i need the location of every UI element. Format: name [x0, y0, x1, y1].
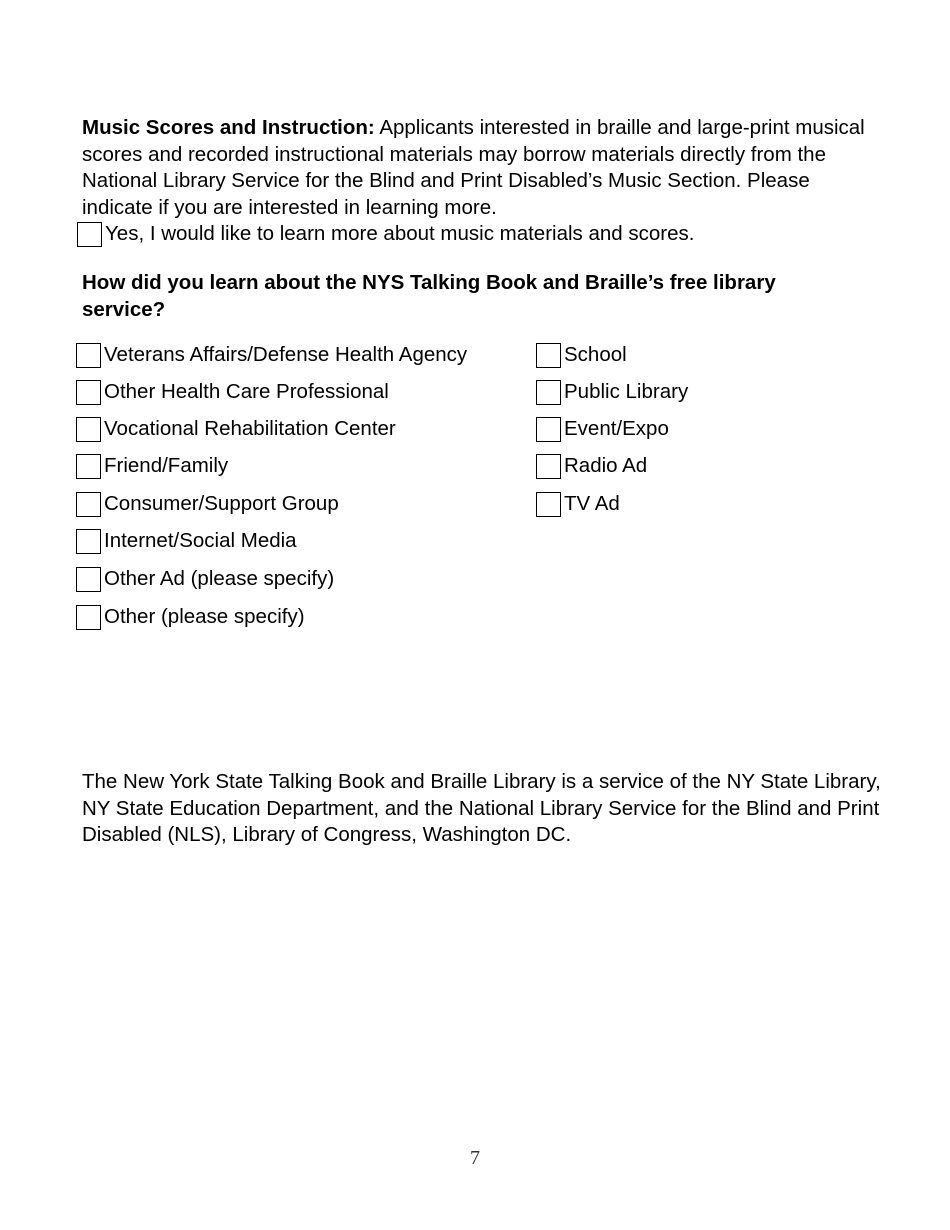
option-label: Radio Ad — [564, 454, 648, 477]
option-label: Other Ad (please specify) — [104, 567, 335, 590]
option-label: TV Ad — [564, 492, 620, 515]
checkbox[interactable] — [536, 492, 561, 517]
page-number: 7 — [470, 1147, 480, 1169]
checkbox[interactable] — [76, 567, 101, 592]
checkbox[interactable] — [76, 454, 101, 479]
option-internet-social[interactable] — [76, 527, 297, 555]
checkbox[interactable] — [536, 454, 561, 479]
option-label: School — [564, 343, 627, 366]
checkbox[interactable] — [76, 529, 101, 554]
option-label: Vocational Rehabilitation Center — [104, 417, 396, 440]
option-radio-ad[interactable] — [536, 452, 647, 480]
option-other-health-care[interactable] — [76, 378, 389, 406]
music-interest-label: Yes, I would like to learn more about music materials and scores. — [105, 222, 695, 245]
option-label: Event/Expo — [564, 417, 669, 440]
checkbox[interactable] — [76, 492, 101, 517]
option-friend-family[interactable] — [76, 452, 228, 480]
music-heading: Music Scores and Instruction: — [82, 116, 375, 139]
checkbox[interactable] — [76, 380, 101, 405]
checkbox[interactable] — [76, 343, 101, 368]
option-label: Veterans Affairs/Defense Health Agency — [104, 343, 468, 366]
option-label: Friend/Family — [104, 454, 229, 477]
option-event-expo[interactable] — [536, 415, 669, 443]
checkbox[interactable] — [76, 605, 101, 630]
option-veterans-affairs[interactable] — [76, 341, 467, 369]
music-paragraph — [82, 115, 882, 221]
option-other[interactable] — [76, 603, 305, 631]
option-label: Consumer/Support Group — [104, 492, 339, 515]
checkbox[interactable] — [536, 343, 561, 368]
option-other-ad[interactable] — [76, 565, 334, 593]
option-label: Public Library — [564, 380, 689, 403]
option-vocational-rehab[interactable] — [76, 415, 396, 443]
option-label: Internet/Social Media — [104, 529, 297, 552]
checkbox[interactable] — [76, 417, 101, 442]
music-interest-checkbox[interactable] — [77, 222, 102, 247]
option-tv-ad[interactable] — [536, 490, 620, 518]
music-interest-option[interactable] — [77, 220, 694, 248]
checkbox[interactable] — [536, 380, 561, 405]
music-body: Applicants interested in braille and large-print musical scores and recorded instructional materials may borrow materials directly from the National Library Service for the Blind and Print Disabled’s Music Section. Please indicate if you are interested in learning more. — [82, 116, 865, 219]
checkbox[interactable] — [536, 417, 561, 442]
option-label: Other Health Care Professional — [104, 380, 389, 403]
option-label: Other (please specify) — [104, 605, 305, 628]
option-public-library[interactable] — [536, 378, 688, 406]
referral-question: How did you learn about the NYS Talking Book and Braille’s free library service? — [82, 271, 776, 321]
option-school[interactable] — [536, 341, 627, 369]
option-consumer-support[interactable] — [76, 490, 339, 518]
service-statement: The New York State Talking Book and Braille Library is a service of the NY State Library, NY State Education Department, and the National Library Service for the Blind and Print Disabled (NLS), Library of Congress, Washington DC. — [82, 770, 881, 846]
